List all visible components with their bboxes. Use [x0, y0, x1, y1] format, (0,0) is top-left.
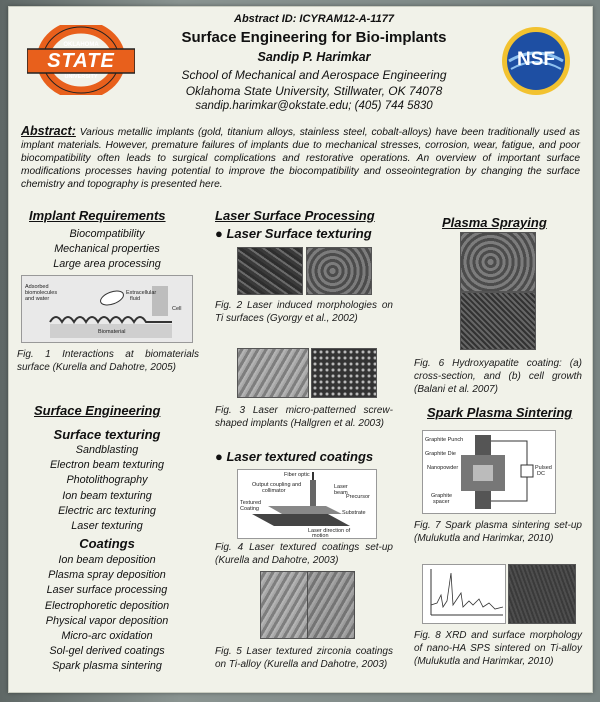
fig1-interaction-diagram [21, 275, 193, 343]
laser-coatings-subheading [215, 449, 373, 464]
fig4-caption: Fig. 4 Laser textured coatings set-up (Kurella and Dahotre, 2003) [215, 542, 393, 566]
fig8-caption: Fig. 8 XRD and surface morphology of nano-HA SPS sintered on Ti-alloy (Mulukutla and Harimkar, 2010) [414, 630, 582, 667]
requirement-item: Biocompatibility [69, 228, 145, 240]
coating-item: Ion beam deposition [58, 554, 156, 566]
abstract-id: Abstract ID: ICYRAM12-A-1177 [234, 13, 394, 25]
requirements-list [17, 227, 197, 273]
fig4-setup-diagram [237, 469, 377, 539]
bullet-icon: ● [215, 449, 227, 464]
fig7-label-dc: DC [537, 471, 545, 477]
coatings-list [17, 553, 197, 675]
nsf-logo [497, 23, 575, 99]
fig8-xrd-graphic [423, 565, 505, 623]
nsf-logo-text: NSF [517, 49, 555, 70]
fig4-label-precursor: Precursor [346, 494, 370, 500]
texturing-item: Laser texturing [71, 520, 143, 533]
coatings-heading: Coatings [79, 536, 135, 551]
requirement-item: Large area processing [53, 258, 161, 271]
fig4-label-output: Output coupling and [252, 482, 302, 488]
fig1-label-water: and water [25, 296, 50, 302]
fig7-caption: Fig. 7 Spark plasma sintering set-up (Mulukutla and Harimkar, 2010) [414, 520, 582, 544]
texturing-item: Photolithography [66, 474, 148, 487]
fig5-photo-a [260, 571, 308, 639]
fig7-label-die: Graphite Die [425, 451, 456, 457]
texturing-item: Electric arc texturing [58, 504, 156, 517]
author-name: Sandip P. Harimkar [257, 50, 371, 64]
fig7-label-nanopowder: Nanopowder [427, 465, 459, 471]
fig4-label-substrate: Substrate [342, 510, 366, 516]
fig5-photo-b [307, 571, 355, 639]
fig5-caption: Fig. 5 Laser textured zirconia coatings on Ti-alloy (Kurella and Dahotre, 2003) [215, 646, 393, 670]
fig1-caption: Fig. 1 Interactions at biomaterials surface (Kurella and Dahotre, 2005) [17, 349, 199, 373]
affiliation-line-1: School of Mechanical and Aerospace Engineering [181, 68, 447, 82]
abstract-text: Various metallic implants (gold, titanium alloys, stainless steel, cobalt-alloys) have been traditionally used as implant materials. However, premature failures of implants due to mechanical stresses, corrosion, wear, fatigue, and poor biocompatibility often leads to surgical complications and restorative operations. An overview of important surface modifications processes having potential to improve the biocompatibility and osseointegration by changing the surface chemistry and topography is presented here. [21, 127, 580, 190]
fig6-caption: Fig. 6 Hydroxyapatite coating: (a) cross-section, and (b) cell growth (Balani et al. 2007) [414, 358, 582, 395]
abstract-label: Abstract: [21, 124, 76, 138]
fig1-label-adsorbed: Adsorbed [25, 284, 49, 290]
texturing-item: Sandblasting [75, 444, 139, 456]
fig1-label-fluid: fluid [130, 296, 141, 302]
fig7-sps-diagram [422, 430, 556, 514]
fig4-label-motion: motion [312, 533, 329, 539]
fig7-label-spacer-2: spacer [433, 499, 450, 505]
fig7-label-spacer: Graphite [431, 493, 453, 499]
coating-item: Micro-arc oxidation [61, 630, 153, 643]
implant-requirements-heading: Implant Requirements [29, 208, 166, 223]
texturing-item: Electron beam texturing [49, 459, 165, 472]
fig1-label-biomaterial: Biomaterial [98, 329, 126, 335]
laser-texturing-label: Laser Surface texturing [226, 226, 372, 241]
coating-item: Electrophoretic deposition [44, 599, 170, 612]
osu-logo-bottom-text: UNIVERSITY [64, 74, 98, 80]
fig8-xrd-plot [422, 564, 506, 624]
bullet-icon: ● [215, 226, 227, 241]
coating-item: Physical vapor deposition [45, 614, 169, 627]
fig4-label-fiber: Fiber optic [284, 472, 310, 478]
surface-texturing-heading: Surface texturing [53, 427, 161, 442]
fig2-photo-b [306, 247, 372, 295]
affiliation-line-2: Oklahoma State University, Stillwater, OK 74078 [185, 84, 443, 98]
fig3-caption: Fig. 3 Laser micro-patterned screw-shaped implants (Hallgren et al. 2003) [215, 405, 393, 429]
texturing-item: Ion beam texturing [62, 489, 152, 502]
osu-logo-top-text: OKLAHOMA [63, 42, 99, 48]
fig4-label-direction: Laser direction of [308, 528, 351, 534]
coating-item: Laser surface processing [46, 584, 168, 597]
fig4-label-coating: Coating [240, 506, 259, 512]
fig4-label-beam: beam [334, 490, 348, 496]
fig2-caption: Fig. 2 Laser induced morphologies on Ti surfaces (Gyorgy et al., 2002) [215, 300, 393, 324]
fig6-photo-cell-growth [460, 292, 536, 350]
fig1-label-cell: Cell [172, 306, 182, 312]
surface-engineering-heading: Surface Engineering [34, 403, 161, 418]
spark-plasma-sintering-heading: Spark Plasma Sintering [427, 405, 573, 420]
osu-logo [27, 25, 135, 95]
laser-surface-processing-heading: Laser Surface Processing [215, 208, 375, 223]
coating-item: Sol-gel derived coatings [49, 645, 165, 658]
texturing-list [17, 443, 197, 534]
abstract-block [21, 125, 580, 191]
poster-title: Surface Engineering for Bio-implants [181, 29, 447, 46]
poster-board [8, 6, 593, 693]
laser-coatings-label: Laser textured coatings [226, 449, 374, 464]
fig1-label-biomolecules: biomolecules [25, 290, 58, 296]
laser-texturing-subheading [215, 226, 372, 241]
requirement-item: Mechanical properties [54, 243, 160, 256]
fig7-label-pulsed: Pulsed [535, 465, 552, 471]
fig4-label-laser: Laser [334, 484, 348, 490]
osu-logo-main-text: STATE [47, 50, 115, 72]
plasma-spraying-heading: Plasma Spraying [442, 215, 547, 230]
contact-line: sandip.harimkar@okstate.edu; (405) 744 5830 [195, 100, 433, 112]
fig6-photo-cross-section [460, 232, 536, 292]
coating-item: Spark plasma sintering [52, 660, 162, 673]
fig4-label-collimator: collimator [262, 488, 286, 494]
fig1-label-extracellular: Extracellular [126, 290, 157, 296]
fig3-photo-pattern [311, 348, 377, 398]
fig2-photo-a [237, 247, 303, 295]
fig4-label-textured: Textured [240, 500, 262, 506]
fig7-label-punch: Graphite Punch [425, 437, 464, 443]
fig8-surface-morphology [508, 564, 576, 624]
coating-item: Plasma spray deposition [48, 569, 166, 582]
fig3-photo-screw [237, 348, 309, 398]
